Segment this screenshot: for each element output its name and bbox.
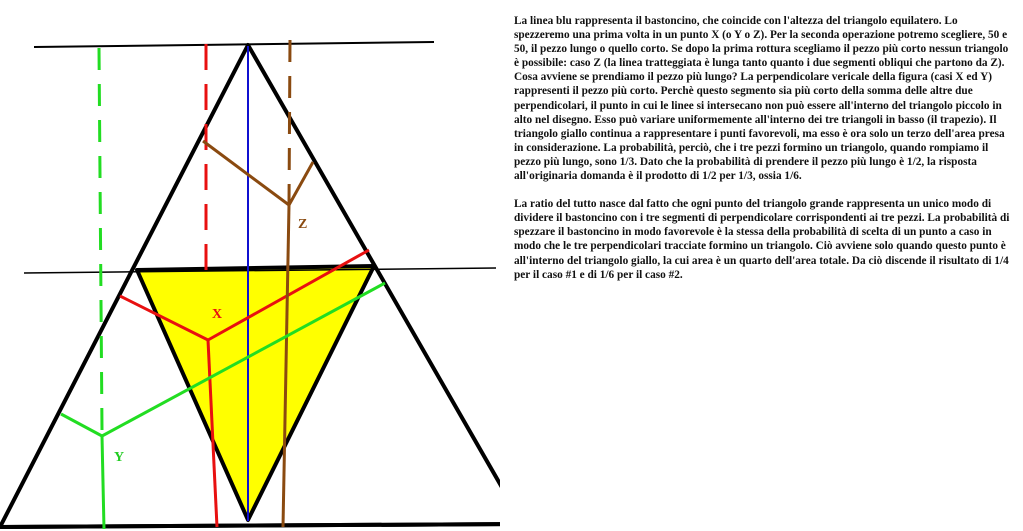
brown-right-perpendicular [289, 162, 313, 205]
label-x: X [212, 307, 223, 322]
explanation-paragraph-1: La linea blu rappresenta il bastoncino, che coincide con l'altezza del triangolo equilatero. Lo spezzeremo una prima volta in un punto X (o Y o Z). Per la seconda operazione potremo scegliere, 50 e 50, il pezzo lungo o quello corto. Se dopo la prima rottura scegliamo il pezzo più corto nessun triangolo è possibile: caso Z (la linea tratteggiata è lunga tanto quanto i due segmenti obliqui che partono da Z). Cosa avviene se prendiamo il pezzo più lungo? La perpendicolare vericale della figura (casi X ed Y) rappresenti il pezzo più corto. Perchè questo segmento sia più corto della somma delle altre due perpendicolari, il punto in cui le linee si intersecano non può essere all'interno del triangolo piccolo in alto nel disegno. Esso può variare uniformemente all'interno dei tre triangoli in basso (il trapezio). Il triangolo giallo continua a rappresentare i punti favorevoli, ma esso è ora solo un terzo dell'area presa in considerazione. La probabilità, perciò, che i tre pezzi formino un triangolo, quando rompiamo il pezzo più lungo, sono 1/3. Dato che la probabilità di prendere il pezzo più lungo è 1/2, la risposta all'originaria domanda è il prodotto di 1/2 per 1/3, ossia 1/6. [514, 15, 1009, 183]
green-vertical-segment [102, 436, 104, 529]
brown-left-perpendicular [203, 141, 289, 205]
base-line [0, 524, 500, 527]
label-z: Z [298, 217, 308, 232]
label-y: Y [114, 450, 125, 465]
green-left-perpendicular [61, 414, 102, 436]
green-dashed-line [99, 48, 102, 430]
triangle-diagram [0, 0, 500, 531]
yellow-favourable-triangle [137, 266, 374, 520]
top-horizontal-line [34, 42, 434, 47]
brown-dashed-line [289, 40, 290, 205]
explanation-paragraph-2: La ratio del tutto nasce dal fatto che ogni punto del triangolo grande rappresenta un unico modo di dividere il bastoncino con i tre segmenti di perpendicolare corrispondenti ai tre pezzi. La probabilità di spezzare il bastoncino in modo favorevole è la stessa della probabilità di scelta di un punto a caso in modo che le tre perpendicolari tracciate formino un triangolo. Ciò avviene solo quando questo punto è all'interno del triangolo giallo, la cui area è un quarto dell'area totale. Da ciò discende il risultato di 1/4 per il caso #1 e di 1/6 per il caso #2. [514, 198, 1010, 281]
explanation-text [514, 14, 1010, 296]
